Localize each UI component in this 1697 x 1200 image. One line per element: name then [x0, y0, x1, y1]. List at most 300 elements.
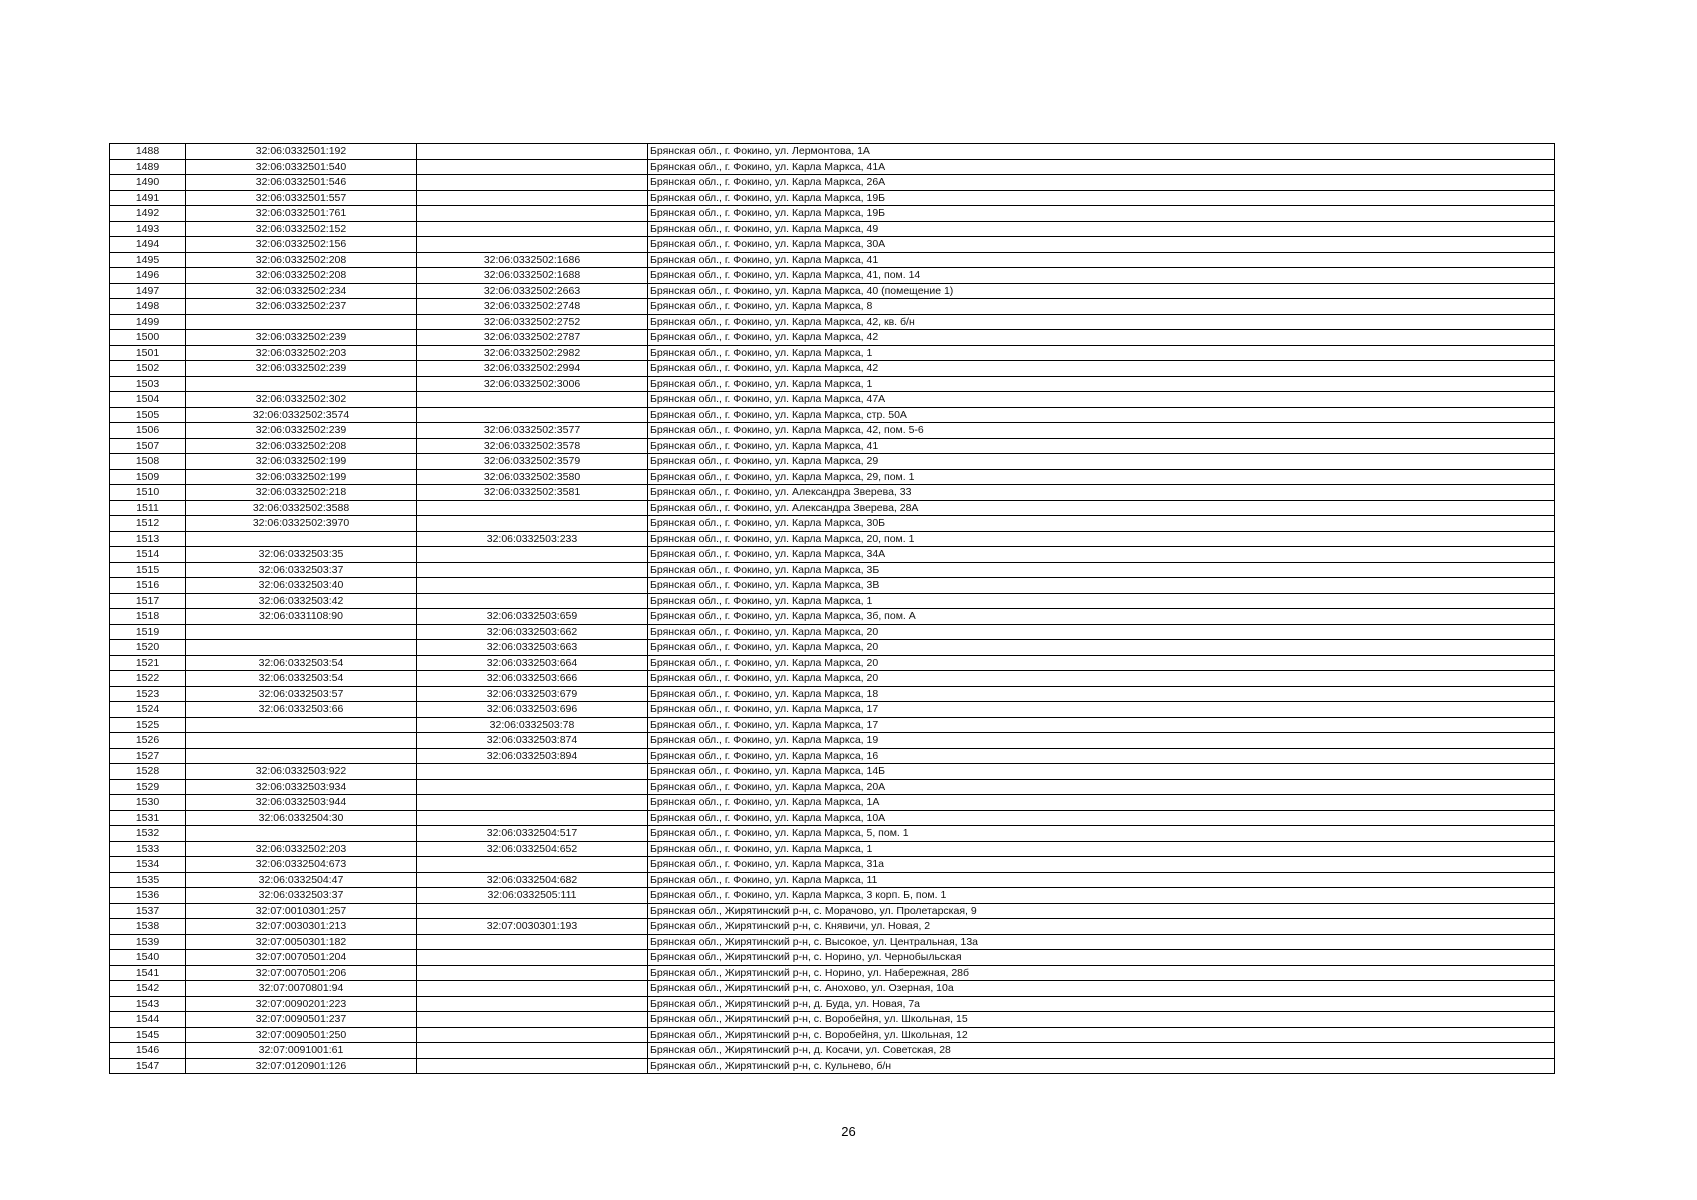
table-row: [110, 1027, 1555, 1043]
object-cadastral-number-cell: 32:06:0332502:3581: [417, 485, 648, 501]
object-cadastral-number-cell: [417, 1058, 648, 1074]
row-number-cell: 1499: [110, 314, 186, 330]
table-row: [110, 345, 1555, 361]
land-cadastral-number-cell: 32:06:0332502:208: [186, 252, 417, 268]
address-cell: Брянская обл., г. Фокино, ул. Карла Маркса, 42: [648, 361, 1555, 377]
land-cadastral-number-cell: [186, 826, 417, 842]
row-number-cell: 1501: [110, 345, 186, 361]
table-row: [110, 733, 1555, 749]
address-cell: Брянская обл., г. Фокино, ул. Карла Маркса, 42, кв. б/н: [648, 314, 1555, 330]
land-cadastral-number-cell: 32:06:0332502:203: [186, 345, 417, 361]
row-number-cell: 1495: [110, 252, 186, 268]
land-cadastral-number-cell: 32:06:0332503:37: [186, 888, 417, 904]
row-number-cell: 1516: [110, 578, 186, 594]
table-row: [110, 609, 1555, 625]
table-row: [110, 1043, 1555, 1059]
row-number-cell: 1488: [110, 144, 186, 160]
object-cadastral-number-cell: [417, 159, 648, 175]
object-cadastral-number-cell: [417, 934, 648, 950]
table-row: [110, 702, 1555, 718]
address-cell: Брянская обл., г. Фокино, ул. Карла Маркса, 10А: [648, 810, 1555, 826]
address-cell: Брянская обл., г. Фокино, ул. Карла Маркса, 29: [648, 454, 1555, 470]
object-cadastral-number-cell: 32:06:0332502:2748: [417, 299, 648, 315]
land-cadastral-number-cell: [186, 748, 417, 764]
address-cell: Брянская обл., г. Фокино, ул. Карла Маркса, 3 корп. Б, пом. 1: [648, 888, 1555, 904]
land-cadastral-number-cell: 32:06:0332502:218: [186, 485, 417, 501]
object-cadastral-number-cell: [417, 392, 648, 408]
object-cadastral-number-cell: 32:06:0332505:111: [417, 888, 648, 904]
object-cadastral-number-cell: 32:06:0332502:2752: [417, 314, 648, 330]
row-number-cell: 1520: [110, 640, 186, 656]
row-number-cell: 1512: [110, 516, 186, 532]
address-cell: Брянская обл., г. Фокино, ул. Карла Маркса, 16: [648, 748, 1555, 764]
address-cell: Брянская обл., г. Фокино, ул. Лермонтова, 1А: [648, 144, 1555, 160]
object-cadastral-number-cell: [417, 950, 648, 966]
address-cell: Брянская обл., г. Фокино, ул. Карла Маркса, 41: [648, 438, 1555, 454]
object-cadastral-number-cell: 32:06:0332502:3577: [417, 423, 648, 439]
table-row: [110, 996, 1555, 1012]
address-cell: Брянская обл., Жирятинский р-н, д. Буда, ул. Новая, 7а: [648, 996, 1555, 1012]
object-cadastral-number-cell: 32:06:0332504:682: [417, 872, 648, 888]
table-row: [110, 268, 1555, 284]
object-cadastral-number-cell: [417, 810, 648, 826]
land-cadastral-number-cell: 32:07:0010301:257: [186, 903, 417, 919]
address-cell: Брянская обл., г. Фокино, ул. Карла Маркса, 42, пом. 5-6: [648, 423, 1555, 439]
land-cadastral-number-cell: 32:07:0030301:213: [186, 919, 417, 935]
object-cadastral-number-cell: 32:06:0332503:663: [417, 640, 648, 656]
row-number-cell: 1490: [110, 175, 186, 191]
land-cadastral-number-cell: 32:06:0332502:239: [186, 361, 417, 377]
object-cadastral-number-cell: [417, 764, 648, 780]
address-cell: Брянская обл., г. Фокино, ул. Карла Маркса, 41: [648, 252, 1555, 268]
table-row: [110, 717, 1555, 733]
table-row: [110, 516, 1555, 532]
table-row: [110, 888, 1555, 904]
table-row: [110, 485, 1555, 501]
address-cell: Брянская обл., г. Фокино, ул. Карла Маркса, 42: [648, 330, 1555, 346]
address-cell: Брянская обл., г. Фокино, ул. Карла Маркса, 3Б: [648, 562, 1555, 578]
row-number-cell: 1500: [110, 330, 186, 346]
address-cell: Брянская обл., г. Фокино, ул. Карла Маркса, 30Б: [648, 516, 1555, 532]
address-cell: Брянская обл., г. Фокино, ул. Карла Маркса, 5, пом. 1: [648, 826, 1555, 842]
table-row: [110, 1012, 1555, 1028]
object-cadastral-number-cell: [417, 516, 648, 532]
row-number-cell: 1518: [110, 609, 186, 625]
object-cadastral-number-cell: [417, 795, 648, 811]
land-cadastral-number-cell: 32:06:0332503:922: [186, 764, 417, 780]
row-number-cell: 1533: [110, 841, 186, 857]
object-cadastral-number-cell: 32:06:0332502:1686: [417, 252, 648, 268]
land-cadastral-number-cell: 32:06:0332502:3970: [186, 516, 417, 532]
object-cadastral-number-cell: [417, 1043, 648, 1059]
land-cadastral-number-cell: 32:06:0332502:203: [186, 841, 417, 857]
land-cadastral-number-cell: 32:06:0332503:37: [186, 562, 417, 578]
object-cadastral-number-cell: [417, 562, 648, 578]
table-row: [110, 748, 1555, 764]
table-row: [110, 981, 1555, 997]
address-cell: Брянская обл., Жирятинский р-н, с. Высокое, ул. Центральная, 13а: [648, 934, 1555, 950]
table-row: [110, 237, 1555, 253]
row-number-cell: 1529: [110, 779, 186, 795]
row-number-cell: 1519: [110, 624, 186, 640]
table-row: [110, 950, 1555, 966]
table-row: [110, 175, 1555, 191]
registry-table-body: [110, 144, 1555, 1074]
land-cadastral-number-cell: 32:07:0050301:182: [186, 934, 417, 950]
address-cell: Брянская обл., г. Фокино, ул. Карла Маркса, 1А: [648, 795, 1555, 811]
object-cadastral-number-cell: [417, 175, 648, 191]
row-number-cell: 1531: [110, 810, 186, 826]
table-row: [110, 454, 1555, 470]
object-cadastral-number-cell: 32:06:0332503:78: [417, 717, 648, 733]
object-cadastral-number-cell: [417, 190, 648, 206]
land-cadastral-number-cell: 32:06:0332503:35: [186, 547, 417, 563]
row-number-cell: 1528: [110, 764, 186, 780]
address-cell: Брянская обл., Жирятинский р-н, с. Норино, ул. Чернобыльская: [648, 950, 1555, 966]
table-row: [110, 795, 1555, 811]
land-cadastral-number-cell: 32:07:0090501:250: [186, 1027, 417, 1043]
table-row: [110, 857, 1555, 873]
table-row: [110, 361, 1555, 377]
row-number-cell: 1492: [110, 206, 186, 222]
land-cadastral-number-cell: 32:07:0090201:223: [186, 996, 417, 1012]
address-cell: Брянская обл., г. Фокино, ул. Карла Маркса, 20: [648, 671, 1555, 687]
address-cell: Брянская обл., г. Фокино, ул. Карла Маркса, 14Б: [648, 764, 1555, 780]
object-cadastral-number-cell: 32:06:0332502:3580: [417, 469, 648, 485]
row-number-cell: 1536: [110, 888, 186, 904]
table-row: [110, 826, 1555, 842]
object-cadastral-number-cell: 32:06:0332503:679: [417, 686, 648, 702]
object-cadastral-number-cell: 32:06:0332504:652: [417, 841, 648, 857]
row-number-cell: 1530: [110, 795, 186, 811]
land-cadastral-number-cell: 32:06:0332501:546: [186, 175, 417, 191]
land-cadastral-number-cell: 32:06:0332501:540: [186, 159, 417, 175]
land-cadastral-number-cell: 32:06:0332502:152: [186, 221, 417, 237]
land-cadastral-number-cell: 32:06:0331108:90: [186, 609, 417, 625]
object-cadastral-number-cell: [417, 237, 648, 253]
row-number-cell: 1508: [110, 454, 186, 470]
object-cadastral-number-cell: 32:06:0332502:3578: [417, 438, 648, 454]
land-cadastral-number-cell: 32:06:0332501:557: [186, 190, 417, 206]
row-number-cell: 1544: [110, 1012, 186, 1028]
object-cadastral-number-cell: [417, 206, 648, 222]
land-cadastral-number-cell: 32:06:0332502:237: [186, 299, 417, 315]
object-cadastral-number-cell: 32:06:0332503:664: [417, 655, 648, 671]
land-cadastral-number-cell: [186, 640, 417, 656]
table-row: [110, 1058, 1555, 1074]
object-cadastral-number-cell: 32:06:0332502:2994: [417, 361, 648, 377]
object-cadastral-number-cell: 32:06:0332502:3579: [417, 454, 648, 470]
land-cadastral-number-cell: 32:07:0120901:126: [186, 1058, 417, 1074]
land-cadastral-number-cell: 32:06:0332503:66: [186, 702, 417, 718]
land-cadastral-number-cell: 32:06:0332503:944: [186, 795, 417, 811]
table-row: [110, 764, 1555, 780]
address-cell: Брянская обл., г. Фокино, ул. Карла Маркса, 20: [648, 655, 1555, 671]
object-cadastral-number-cell: 32:06:0332502:3006: [417, 376, 648, 392]
table-row: [110, 810, 1555, 826]
table-row: [110, 144, 1555, 160]
land-cadastral-number-cell: 32:06:0332502:199: [186, 454, 417, 470]
table-row: [110, 252, 1555, 268]
table-row: [110, 423, 1555, 439]
land-cadastral-number-cell: 32:06:0332503:57: [186, 686, 417, 702]
object-cadastral-number-cell: 32:06:0332502:2663: [417, 283, 648, 299]
address-cell: Брянская обл., г. Фокино, ул. Карла Маркса, 20А: [648, 779, 1555, 795]
object-cadastral-number-cell: [417, 903, 648, 919]
table-row: [110, 624, 1555, 640]
row-number-cell: 1543: [110, 996, 186, 1012]
table-row: [110, 330, 1555, 346]
row-number-cell: 1498: [110, 299, 186, 315]
land-cadastral-number-cell: [186, 624, 417, 640]
address-cell: Брянская обл., Жирятинский р-н, с. Анохово, ул. Озерная, 10а: [648, 981, 1555, 997]
table-row: [110, 531, 1555, 547]
table-row: [110, 919, 1555, 935]
row-number-cell: 1534: [110, 857, 186, 873]
row-number-cell: 1527: [110, 748, 186, 764]
row-number-cell: 1515: [110, 562, 186, 578]
address-cell: Брянская обл., г. Фокино, ул. Карла Маркса, 20: [648, 640, 1555, 656]
land-cadastral-number-cell: [186, 531, 417, 547]
row-number-cell: 1491: [110, 190, 186, 206]
address-cell: Брянская обл., г. Фокино, ул. Карла Маркса, 1: [648, 345, 1555, 361]
land-cadastral-number-cell: 32:07:0070801:94: [186, 981, 417, 997]
table-row: [110, 407, 1555, 423]
address-cell: Брянская обл., Жирятинский р-н, с. Княвичи, ул. Новая, 2: [648, 919, 1555, 935]
address-cell: Брянская обл., г. Фокино, ул. Карла Маркса, 49: [648, 221, 1555, 237]
row-number-cell: 1523: [110, 686, 186, 702]
table-row: [110, 903, 1555, 919]
table-row: [110, 640, 1555, 656]
row-number-cell: 1540: [110, 950, 186, 966]
row-number-cell: 1497: [110, 283, 186, 299]
table-row: [110, 562, 1555, 578]
land-cadastral-number-cell: 32:07:0070501:204: [186, 950, 417, 966]
row-number-cell: 1511: [110, 500, 186, 516]
address-cell: Брянская обл., Жирятинский р-н, д. Косачи, ул. Советская, 28: [648, 1043, 1555, 1059]
address-cell: Брянская обл., г. Фокино, ул. Карла Маркса, 19Б: [648, 206, 1555, 222]
object-cadastral-number-cell: [417, 578, 648, 594]
row-number-cell: 1522: [110, 671, 186, 687]
object-cadastral-number-cell: [417, 500, 648, 516]
row-number-cell: 1496: [110, 268, 186, 284]
address-cell: Брянская обл., г. Фокино, ул. Карла Маркса, 40 (помещение 1): [648, 283, 1555, 299]
address-cell: Брянская обл., г. Фокино, ул. Карла Маркса, 26А: [648, 175, 1555, 191]
row-number-cell: 1517: [110, 593, 186, 609]
table-row: [110, 376, 1555, 392]
land-cadastral-number-cell: 32:06:0332501:761: [186, 206, 417, 222]
table-row: [110, 206, 1555, 222]
address-cell: Брянская обл., г. Фокино, ул. Карла Маркса, 29, пом. 1: [648, 469, 1555, 485]
address-cell: Брянская обл., Жирятинский р-н, с. Норино, ул. Набережная, 28б: [648, 965, 1555, 981]
table-row: [110, 686, 1555, 702]
row-number-cell: 1541: [110, 965, 186, 981]
address-cell: Брянская обл., г. Фокино, ул. Карла Маркса, 20: [648, 624, 1555, 640]
registry-table: [109, 143, 1555, 1074]
object-cadastral-number-cell: [417, 965, 648, 981]
row-number-cell: 1524: [110, 702, 186, 718]
address-cell: Брянская обл., Жирятинский р-н, с. Морачово, ул. Пролетарская, 9: [648, 903, 1555, 919]
land-cadastral-number-cell: 32:06:0332502:302: [186, 392, 417, 408]
row-number-cell: 1521: [110, 655, 186, 671]
object-cadastral-number-cell: [417, 593, 648, 609]
row-number-cell: 1532: [110, 826, 186, 842]
row-number-cell: 1489: [110, 159, 186, 175]
row-number-cell: 1526: [110, 733, 186, 749]
address-cell: Брянская обл., г. Фокино, ул. Карла Маркса, 1: [648, 841, 1555, 857]
page-number: 26: [841, 1124, 856, 1139]
row-number-cell: 1542: [110, 981, 186, 997]
table-row: [110, 221, 1555, 237]
table-row: [110, 671, 1555, 687]
object-cadastral-number-cell: 32:06:0332502:2787: [417, 330, 648, 346]
address-cell: Брянская обл., г. Фокино, ул. Карла Маркса, 19: [648, 733, 1555, 749]
land-cadastral-number-cell: 32:06:0332502:156: [186, 237, 417, 253]
land-cadastral-number-cell: 32:06:0332503:934: [186, 779, 417, 795]
address-cell: Брянская обл., г. Фокино, ул. Карла Маркса, 31а: [648, 857, 1555, 873]
land-cadastral-number-cell: 32:06:0332504:673: [186, 857, 417, 873]
land-cadastral-number-cell: 32:06:0332502:3588: [186, 500, 417, 516]
land-cadastral-number-cell: 32:06:0332502:199: [186, 469, 417, 485]
land-cadastral-number-cell: 32:06:0332502:208: [186, 438, 417, 454]
land-cadastral-number-cell: 32:06:0332502:234: [186, 283, 417, 299]
land-cadastral-number-cell: 32:07:0091001:61: [186, 1043, 417, 1059]
address-cell: Брянская обл., г. Фокино, ул. Карла Маркса, 41А: [648, 159, 1555, 175]
row-number-cell: 1546: [110, 1043, 186, 1059]
object-cadastral-number-cell: [417, 407, 648, 423]
land-cadastral-number-cell: 32:06:0332502:239: [186, 423, 417, 439]
table-row: [110, 779, 1555, 795]
row-number-cell: 1525: [110, 717, 186, 733]
table-row: [110, 392, 1555, 408]
address-cell: Брянская обл., г. Фокино, ул. Карла Маркса, 17: [648, 717, 1555, 733]
land-cadastral-number-cell: [186, 717, 417, 733]
address-cell: Брянская обл., Жирятинский р-н, с. Кульнево, б/н: [648, 1058, 1555, 1074]
address-cell: Брянская обл., г. Фокино, ул. Карла Маркса, 11: [648, 872, 1555, 888]
row-number-cell: 1502: [110, 361, 186, 377]
table-row: [110, 438, 1555, 454]
land-cadastral-number-cell: [186, 314, 417, 330]
address-cell: Брянская обл., г. Фокино, ул. Карла Маркса, 8: [648, 299, 1555, 315]
object-cadastral-number-cell: 32:06:0332503:894: [417, 748, 648, 764]
table-row: [110, 547, 1555, 563]
land-cadastral-number-cell: [186, 376, 417, 392]
land-cadastral-number-cell: 32:06:0332502:3574: [186, 407, 417, 423]
object-cadastral-number-cell: [417, 857, 648, 873]
row-number-cell: 1547: [110, 1058, 186, 1074]
object-cadastral-number-cell: 32:06:0332504:517: [417, 826, 648, 842]
address-cell: Брянская обл., г. Фокино, ул. Карла Маркса, 47А: [648, 392, 1555, 408]
row-number-cell: 1539: [110, 934, 186, 950]
object-cadastral-number-cell: 32:06:0332503:874: [417, 733, 648, 749]
table-row: [110, 159, 1555, 175]
address-cell: Брянская обл., г. Фокино, ул. Карла Маркса, 1: [648, 593, 1555, 609]
object-cadastral-number-cell: 32:06:0332502:2982: [417, 345, 648, 361]
object-cadastral-number-cell: 32:06:0332503:233: [417, 531, 648, 547]
object-cadastral-number-cell: [417, 547, 648, 563]
object-cadastral-number-cell: [417, 1012, 648, 1028]
object-cadastral-number-cell: [417, 996, 648, 1012]
land-cadastral-number-cell: 32:06:0332504:30: [186, 810, 417, 826]
table-row: [110, 469, 1555, 485]
row-number-cell: 1509: [110, 469, 186, 485]
row-number-cell: 1507: [110, 438, 186, 454]
address-cell: Брянская обл., Жирятинский р-н, с. Воробейня, ул. Школьная, 15: [648, 1012, 1555, 1028]
address-cell: Брянская обл., г. Фокино, ул. Карла Маркса, 19Б: [648, 190, 1555, 206]
table-row: [110, 500, 1555, 516]
row-number-cell: 1545: [110, 1027, 186, 1043]
address-cell: Брянская обл., г. Фокино, ул. Карла Маркса, 3В: [648, 578, 1555, 594]
row-number-cell: 1535: [110, 872, 186, 888]
land-cadastral-number-cell: 32:06:0332502:208: [186, 268, 417, 284]
land-cadastral-number-cell: 32:06:0332503:54: [186, 655, 417, 671]
table-row: [110, 190, 1555, 206]
land-cadastral-number-cell: 32:07:0090501:237: [186, 1012, 417, 1028]
object-cadastral-number-cell: [417, 221, 648, 237]
address-cell: Брянская обл., г. Фокино, ул. Карла Маркса, 3б, пом. А: [648, 609, 1555, 625]
land-cadastral-number-cell: 32:06:0332503:54: [186, 671, 417, 687]
row-number-cell: 1503: [110, 376, 186, 392]
object-cadastral-number-cell: 32:07:0030301:193: [417, 919, 648, 935]
land-cadastral-number-cell: [186, 733, 417, 749]
row-number-cell: 1514: [110, 547, 186, 563]
land-cadastral-number-cell: 32:06:0332503:40: [186, 578, 417, 594]
land-cadastral-number-cell: 32:06:0332502:239: [186, 330, 417, 346]
object-cadastral-number-cell: [417, 1027, 648, 1043]
object-cadastral-number-cell: [417, 779, 648, 795]
address-cell: Брянская обл., г. Фокино, ул. Карла Маркса, 30А: [648, 237, 1555, 253]
row-number-cell: 1537: [110, 903, 186, 919]
address-cell: Брянская обл., г. Фокино, ул. Карла Маркса, 34А: [648, 547, 1555, 563]
table-row: [110, 841, 1555, 857]
table-row: [110, 965, 1555, 981]
object-cadastral-number-cell: 32:06:0332503:659: [417, 609, 648, 625]
land-cadastral-number-cell: 32:07:0070501:206: [186, 965, 417, 981]
address-cell: Брянская обл., г. Фокино, ул. Карла Маркса, 1: [648, 376, 1555, 392]
address-cell: Брянская обл., г. Фокино, ул. Александра Зверева, 33: [648, 485, 1555, 501]
row-number-cell: 1506: [110, 423, 186, 439]
address-cell: Брянская обл., г. Фокино, ул. Александра Зверева, 28А: [648, 500, 1555, 516]
table-row: [110, 872, 1555, 888]
object-cadastral-number-cell: 32:06:0332503:696: [417, 702, 648, 718]
address-cell: Брянская обл., г. Фокино, ул. Карла Маркса, 17: [648, 702, 1555, 718]
address-cell: Брянская обл., г. Фокино, ул. Карла Маркса, стр. 50А: [648, 407, 1555, 423]
table-row: [110, 314, 1555, 330]
row-number-cell: 1504: [110, 392, 186, 408]
land-cadastral-number-cell: 32:06:0332501:192: [186, 144, 417, 160]
object-cadastral-number-cell: 32:06:0332503:662: [417, 624, 648, 640]
table-row: [110, 578, 1555, 594]
row-number-cell: 1538: [110, 919, 186, 935]
table-row: [110, 934, 1555, 950]
row-number-cell: 1510: [110, 485, 186, 501]
object-cadastral-number-cell: 32:06:0332502:1688: [417, 268, 648, 284]
object-cadastral-number-cell: 32:06:0332503:666: [417, 671, 648, 687]
address-cell: Брянская обл., Жирятинский р-н, с. Воробейня, ул. Школьная, 12: [648, 1027, 1555, 1043]
table-row: [110, 655, 1555, 671]
address-cell: Брянская обл., г. Фокино, ул. Карла Маркса, 20, пом. 1: [648, 531, 1555, 547]
address-cell: Брянская обл., г. Фокино, ул. Карла Маркса, 41, пом. 14: [648, 268, 1555, 284]
object-cadastral-number-cell: [417, 144, 648, 160]
table-row: [110, 593, 1555, 609]
row-number-cell: 1493: [110, 221, 186, 237]
address-cell: Брянская обл., г. Фокино, ул. Карла Маркса, 18: [648, 686, 1555, 702]
land-cadastral-number-cell: 32:06:0332504:47: [186, 872, 417, 888]
row-number-cell: 1513: [110, 531, 186, 547]
table-row: [110, 283, 1555, 299]
row-number-cell: 1494: [110, 237, 186, 253]
land-cadastral-number-cell: 32:06:0332503:42: [186, 593, 417, 609]
